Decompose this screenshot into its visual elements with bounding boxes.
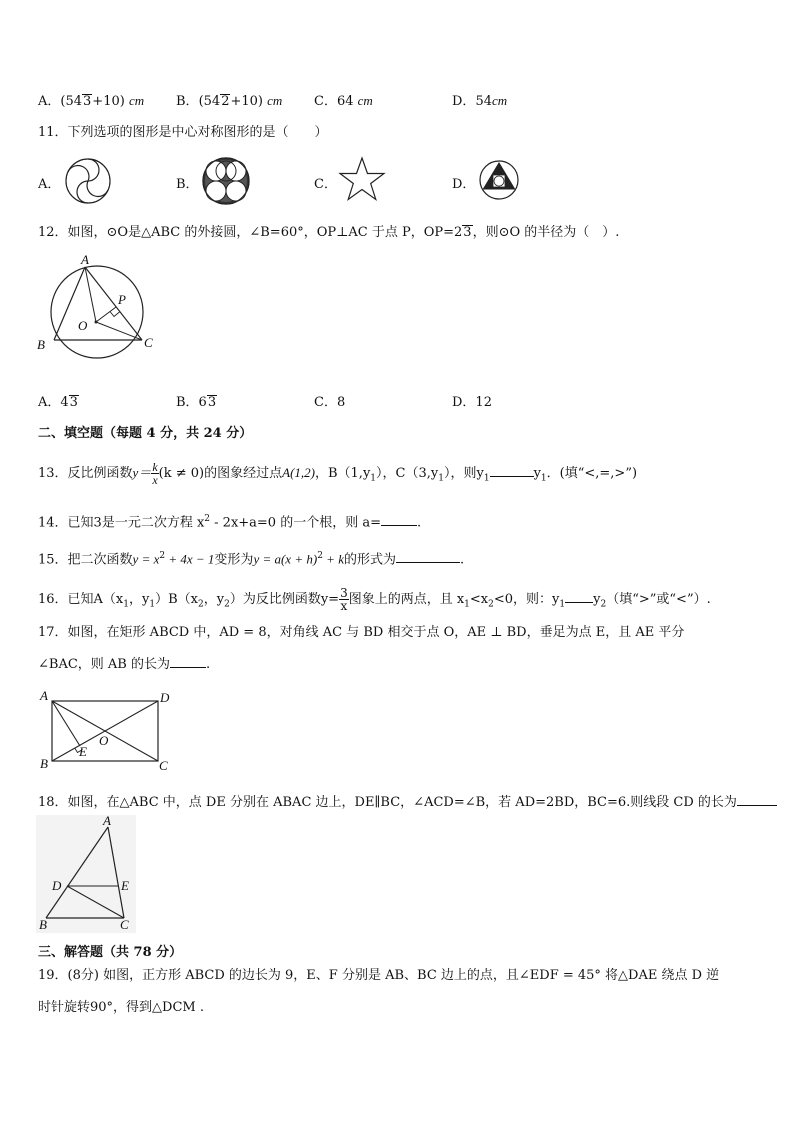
q16-stem: 16．已知$A(x_1$，$y_1)B(x_2$，$y_2$）为反比例函数y= $\frac{3}{x}$ 图象上的两点，且 $x_1<x_2<0$，则：$y_1$ $y_2$（填“>”或“<”）. xyxy=(38,586,711,613)
section-3-heading: 三、解答题（共 78 分） xyxy=(38,945,183,960)
star-figure-icon xyxy=(339,156,385,202)
q13-stem: 13．反比例函数y＝ $\frac{k}{x}$ (k ≠ 0)的图象经过点A(1,2)，$B(1,y_1)$，$C(3,y_1)$，则$y_1$ $y_1$．(填“<,=,>”) xyxy=(38,460,638,487)
q15-stem: 15．把二次函数$y = x^2 + 4x - 1$变形为$y = a(x + h)^2 + k$的形式为 . xyxy=(38,551,465,568)
q17-label-d: D xyxy=(160,690,170,705)
q16-answer-blank[interactable] xyxy=(565,590,593,603)
q11-option-c-label: C． xyxy=(314,177,337,192)
q12-label-b: B xyxy=(37,337,45,352)
q18-label-c: C xyxy=(120,917,129,932)
section-2-heading: 二、填空题（每题 4 分，共 24 分） xyxy=(38,426,253,441)
q11-option-a-label: A． xyxy=(38,177,61,192)
q17-stem-line2: ∠BAC，则 AB 的长为 . xyxy=(38,657,211,672)
q11-option-b-label: B． xyxy=(176,177,199,192)
q12-option-a: A．43 xyxy=(38,395,78,410)
q17-label-b: B xyxy=(40,756,48,771)
q12-circumcircle-diagram xyxy=(30,252,160,362)
q17-label-o: O xyxy=(99,733,109,748)
q12-label-p: P xyxy=(118,292,126,307)
q17-rectangle-diagram xyxy=(36,688,176,774)
q18-answer-blank[interactable] xyxy=(737,793,777,806)
q18-triangle-diagram xyxy=(36,815,136,933)
q10-option-a: A．(543+10) cm xyxy=(38,93,145,109)
q18-stem: 18．如图，在△ABC 中，点 DE 分别在 ABAC 边上，DE∥BC，∠ACD=∠B，若 AD=2BD，BC=6.则线段 CD 的长为 xyxy=(38,793,777,811)
q12-option-b: B．63 xyxy=(176,395,217,410)
q19-stem-line1: 19．(8分) 如图，正方形 ABCD 的边长为 9，E、F 分别是 AB、BC 边上的点，且∠EDF = 45° 将△DAE 绕点 D 逆 xyxy=(38,968,720,983)
q12-option-d: D．12 xyxy=(452,395,492,410)
q17-label-c: C xyxy=(159,758,168,773)
q14-answer-blank[interactable] xyxy=(381,513,417,526)
q18-label-e: E xyxy=(121,878,129,893)
q16-fraction: $\frac{3}{x}$ xyxy=(340,586,348,613)
q11-option-d-label: D． xyxy=(452,177,476,192)
four-petal-circle-figure-icon xyxy=(201,156,251,206)
q11-stem: 11．下列选项的图形是中心对称图形的是（ ） xyxy=(38,125,328,140)
q12-label-c: C xyxy=(144,335,153,350)
q10-option-c: C．64 cm xyxy=(314,93,373,109)
yin-yang-figure-icon xyxy=(64,157,112,205)
q18-label-a: A xyxy=(103,813,111,828)
q18-label-d: D xyxy=(52,878,62,893)
q12-stem: 12．如图，⊙O是△ABC 的外接圆，∠B=60°，OP⊥AC 于点 P，OP=23，则⊙O 的半径为（ ）. xyxy=(38,225,620,240)
q12-option-c: C．8 xyxy=(314,395,346,410)
q10-option-b: B．(542+10) cm xyxy=(176,93,283,109)
q12-label-a: A xyxy=(81,252,89,267)
triangle-in-circle-figure-icon xyxy=(478,159,520,201)
q13-fraction: $\frac{k}{x}$ xyxy=(152,460,158,487)
q17-label-a: A xyxy=(40,688,48,703)
q19-stem-line2: 时针旋转90°，得到△DCM . xyxy=(38,1000,204,1015)
q10-option-d: D．54cm xyxy=(452,93,508,109)
q17-stem-line1: 17．如图，在矩形 ABCD 中，AD = 8，对角线 AC 与 BD 相交于点 O，AE ⊥ BD，垂足为点 E，且 AE 平分 xyxy=(38,625,685,640)
q17-answer-blank[interactable] xyxy=(170,655,206,668)
q14-stem: 14．已知3是一元二次方程 $x^2 - 2x+a=0$ 的一个根，则 a= . xyxy=(38,514,422,531)
q13-answer-blank[interactable] xyxy=(490,464,534,477)
q12-label-o: O xyxy=(78,318,88,333)
q15-answer-blank[interactable] xyxy=(396,550,460,563)
q17-label-e: E xyxy=(79,744,87,759)
q18-label-b: B xyxy=(39,917,47,932)
